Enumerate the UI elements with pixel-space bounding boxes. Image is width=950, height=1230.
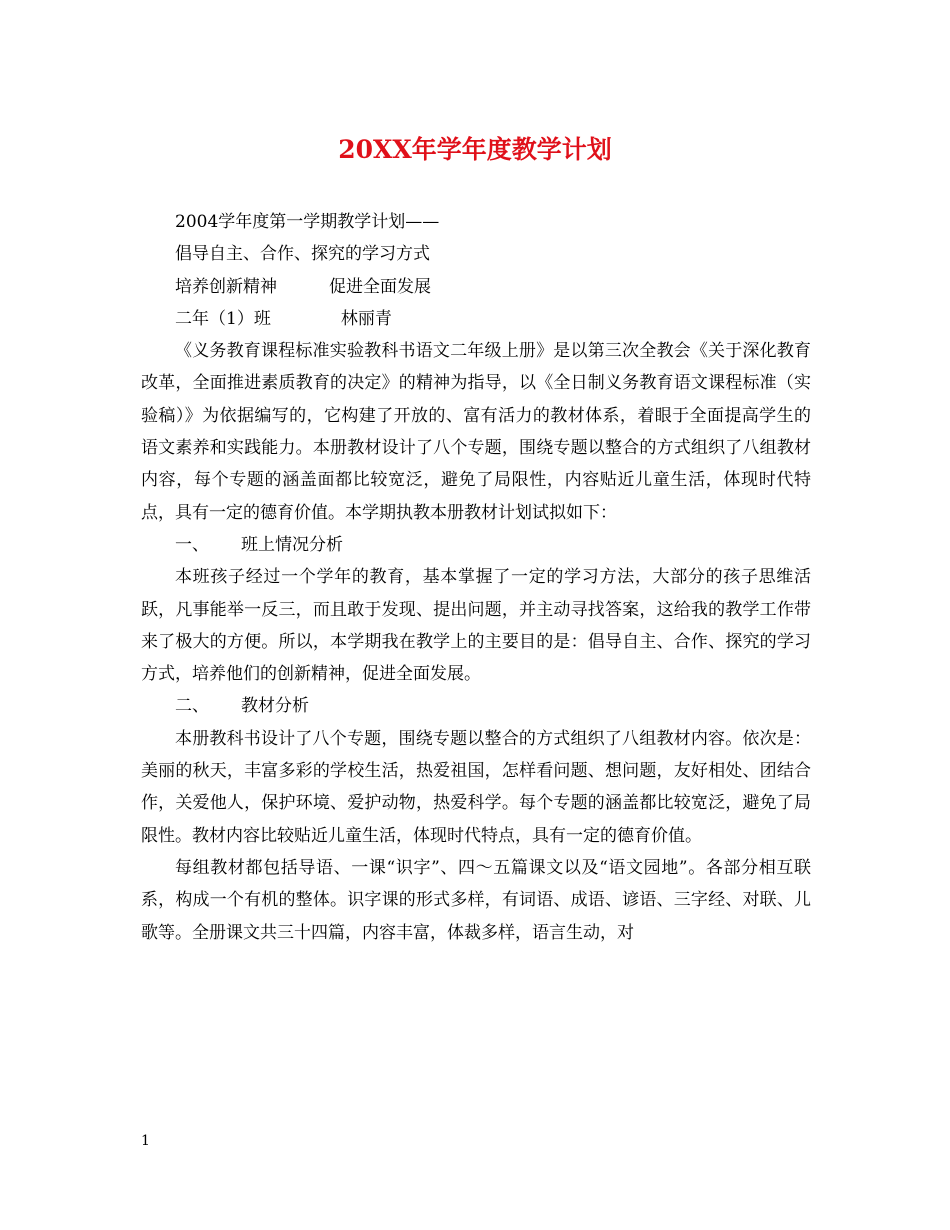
section-2-paragraph-2: 每组教材都包括导语、一课“识字”、四～五篇课文以及“语文园地”。各部分相互联系，构成一个有机的整体。识字课的形式多样，有词语、成语、谚语、三字经、对联、儿歌等。全册课文共三十四篇，内容丰富，体裁多样，语言生动，对 bbox=[141, 857, 811, 943]
document-title: 20XX年学年度教学计划 bbox=[338, 135, 612, 164]
author-name: 林丽青 bbox=[340, 308, 392, 329]
intro-line-3-part-a: 培养创新精神 bbox=[175, 276, 277, 297]
intro-line-3 bbox=[141, 271, 811, 303]
intro-line-4 bbox=[141, 303, 811, 335]
section-2-title: 教材分析 bbox=[241, 696, 309, 717]
page-number: 1 bbox=[141, 1133, 150, 1149]
section-2-number: 二、 bbox=[175, 696, 209, 717]
intro-line-3-part-b: 促进全面发展 bbox=[329, 276, 431, 297]
intro-line-2-text: 倡导自主、合作、探究的学习方式 bbox=[175, 244, 430, 265]
intro-paragraph: 《义务教育课程标准实验教科书语文二年级上册》是以第三次全教会《关于深化教育改革，全面推进素质教育的决定》的精神为指导，以《全日制义务教育语文课程标准（实验稿）》为依据编写的，它构建了开放的、富有活力的教材体系，着眼于全面提高学生的语文素养和实践能力。本册教材设计了八个专题，围绕专题以整合的方式组织了八组教材内容，每个专题的涵盖面都比较宽泛，避免了局限性，内容贴近儿童生活，体现时代特点，具有一定的德育价值。本学期执教本册教材计划试拟如下： bbox=[141, 341, 811, 523]
section-1-title: 班上情况分析 bbox=[241, 534, 343, 555]
intro-line-1-text: 2004学年度第一学期教学计划—— bbox=[175, 212, 440, 232]
intro-line-2 bbox=[141, 238, 811, 270]
section-1-paragraph: 本班孩子经过一个学年的教育，基本掌握了一定的学习方法，大部分的孩子思维活跃，凡事能举一反三，而且敢于发现、提出问题，并主动寻找答案，这给我的教学工作带来了极大的方便。所以，本学期我在教学上的主要目的是：倡导自主、合作、探究的学习方式，培养他们的创新精神，促进全面发展。 bbox=[141, 567, 811, 685]
section-2-paragraph-1: 本册教科书设计了八个专题，围绕专题以整合的方式组织了八组教材内容。依次是：美丽的秋天，丰富多彩的学校生活，热爱祖国，怎样看问题、想问题，友好相处、团结合作，关爱他人，保护环境、爱护动物，热爱科学。每个专题的涵盖都比较宽泛，避免了局限性。教材内容比较贴近儿童生活，体现时代特点，具有一定的德育价值。 bbox=[141, 728, 811, 846]
section-2-heading bbox=[141, 690, 811, 722]
section-1-number: 一、 bbox=[175, 534, 209, 555]
class-name: 二年（1）班 bbox=[175, 308, 271, 329]
section-1-heading bbox=[141, 529, 811, 561]
document-body bbox=[141, 206, 811, 949]
intro-line-1 bbox=[141, 206, 811, 238]
